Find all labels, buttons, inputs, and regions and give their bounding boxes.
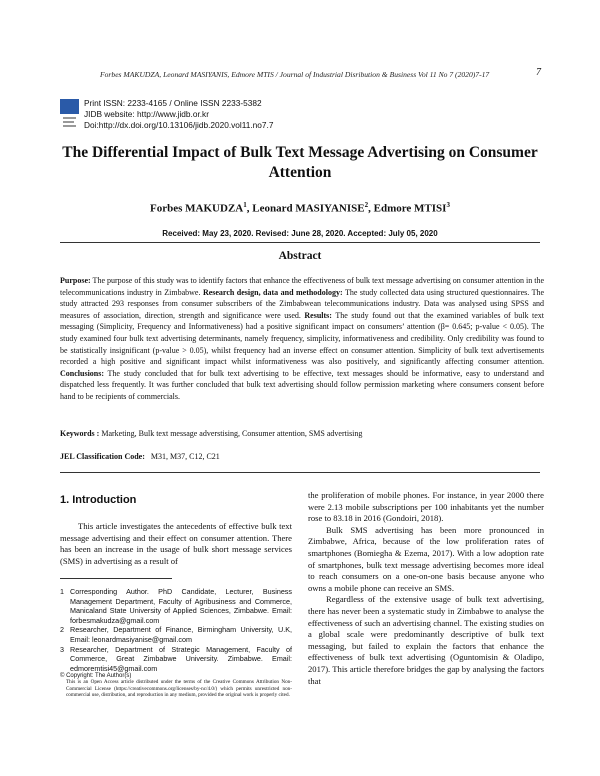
paragraph: This article investigates the antecedents of effective bulk text message advertising and their effect on consumer attention. There has been an increase in the usage of bulk short message services (SMS) in advertising as a result of: [60, 521, 292, 566]
footnote: [60, 625, 292, 644]
footnote-text: Corresponding Author. PhD Candidate, Lecturer, Business Management Department, Faculty of Agribusiness and Commerce, Manicaland State University of Applied Sciences, Zimbabwe. Email: forbesmakudza@gmail.com: [70, 587, 292, 625]
copyright-notice: [60, 673, 292, 699]
conclusions-text: The study concluded that for bulk text advertising to be effective, text messages should be informative, easy to understand and dispatched less frequently. It was further concluded that bulk text advertising should follow permission marketing where consumers consent before hand to be recipients of commercials.: [60, 368, 544, 401]
author-list: Forbes MAKUDZA$^1$, Leonard MASIYANISE$^2$, Edmore MTISI$^3$: [150, 201, 450, 215]
article-dates: Received: May 23, 2020. Revised: June 28, 2020. Accepted: July 05, 2020: [162, 229, 438, 238]
footnote: [60, 587, 292, 625]
author-name: Leonard MASIYANISE: [252, 202, 365, 215]
section-number: 1: [60, 494, 67, 506]
left-column-text: [60, 521, 292, 567]
section-heading: [60, 494, 136, 506]
author-name: Edmore MTISI: [373, 202, 447, 215]
journal-info: [84, 98, 273, 131]
issn-line: Print ISSN: 2233-4165 / Online ISSN 2233-5382: [84, 98, 262, 108]
author-sup: 2: [364, 201, 369, 209]
footnote-rule: [60, 578, 172, 579]
journal-logo-icon: [60, 99, 79, 129]
author-sup: 1: [243, 201, 247, 209]
abstract-body: [60, 275, 544, 403]
results-text: The study found out that the examined variables of bulk text messaging (Simplicity, Frequency and Informativeness) had a positive significant impact on consumers’ attention (β= 0.645; p-value < 0.05). The study examined four bulk text advertising determinants, namely frequency, simplicity, informativeness and credibility. Only credibility was found to be statistically insignificant (p-value > 0.05), whilst frequency had an inverse effect on consumer attention. Simplicity of bulk text advertisements recorded a high positive and significant impact whilst informativeness was also positively, and significantly affecting consumer attention.: [60, 310, 544, 367]
divider: [60, 242, 540, 243]
design-label: Research design, data and methodology:: [202, 287, 343, 297]
results-label: Results:: [304, 310, 332, 320]
footnote-text: Researcher, Department of Strategic Management, Faculty of Commerce, Great Zimbabwe University. Zimbabwe. Email: edmoremtisi45@gmail.com: [70, 644, 292, 673]
jel-text: M31, M37, C12, C21: [150, 452, 220, 461]
jel-label: JEL Classification Code:: [60, 452, 145, 461]
footnote-number: 3: [60, 644, 64, 654]
footnote-text: Researcher, Department of Finance, Birmingham University, U.K, Email: leonardmasiyanise@gmail.com: [70, 625, 292, 644]
author-sup: 3: [446, 201, 450, 209]
paragraph: Bulk SMS advertising has been more pronounced in Zimbabwe, Africa, because of the low proliferation rates of smartphones (Bomiegha & Ezema, 2017). With a low adoption rate of smartphones, bulk text message advertising becomes more ideal to reach consumers on a one-on-one basis because anyone who owns a mobile phone can receive an SMS.: [308, 524, 544, 593]
article-title: The Differential Impact of Bulk Text Message Advertising on Consumer Attention: [62, 144, 538, 181]
footnotes: [60, 587, 292, 673]
website-line: JIDB website: http://www.jidb.or.kr: [84, 109, 209, 119]
divider: [60, 472, 540, 473]
copyright-body: This is an Open Access article distributed under the terms of the Creative Commons Attribution Non-Commercial License (https://creativecommons.org/licenses/by-nc/4.0/) which permits unrestricted non-commercial use, distribution, and reproduction in any medium, provided the original work is properly cited.: [66, 679, 292, 699]
keywords-text: Marketing, Bulk text message adverstising, Consumer attention, SMS advertising: [99, 429, 363, 438]
footnote-number: 2: [60, 625, 64, 635]
conclusions-label: Conclusions:: [60, 368, 105, 378]
keywords: [60, 429, 540, 438]
jel-codes: [60, 452, 540, 461]
copyright-head: © Copyright: The Author(s): [60, 673, 132, 679]
abstract-heading: Abstract: [278, 250, 322, 262]
footnote-number: 1: [60, 587, 64, 596]
author-name: Forbes MAKUDZA: [150, 202, 244, 215]
section-title: . Introduction: [66, 494, 137, 506]
paragraph: Regardless of the extensive usage of bulk text advertising, there has never been a systematic study in Zimbabwe to analyse the effectiveness of such an advertising channel. The existing studies on a global scale were predominantly descriptive of bulk text messaging, but failed to explain the factors that enhance the effectiveness of bulk text advertising (Oguntomisin & Oladipo, 2017). This article therefore bridges the gap by analysing the factors that: [308, 594, 544, 686]
keywords-label: Keywords :: [60, 429, 100, 438]
purpose-label: Purpose:: [60, 276, 91, 285]
design-text: The study collected data using structured questionnaires. The study attracted 293 responses from consumer subscribers of the Zimbabwean telecommunications industry. Data was analysed using SPSS and measures of association, direction, strength and significance were used.: [60, 287, 545, 320]
running-head: Forbes MAKUDZA, Leonard MASIYANIS, Edmore MTIS / Journal of Industrial Disribution & Business Vol 11 No 7 (2020)7-17: [100, 70, 490, 79]
paragraph: the proliferation of mobile phones. For instance, in year 2000 there were 2.13 mobile subscriptions per 100 inhabitants yet the number rose to 83.18 in 2016 (Gondoiri, 2018).: [308, 490, 544, 524]
doi-line: Doi:http://dx.doi.org/10.13106/jidb.2020.vol11.no7.7: [84, 120, 274, 130]
page-number: 7: [536, 67, 541, 78]
right-column-text: [308, 490, 544, 687]
purpose-text: The purpose of this study was to identify factors that enhance the effectiveness of bulk text message advertising on consumer attention in the telecommunications industry in Zimbabwe.: [60, 276, 544, 297]
footnote: [60, 645, 292, 674]
